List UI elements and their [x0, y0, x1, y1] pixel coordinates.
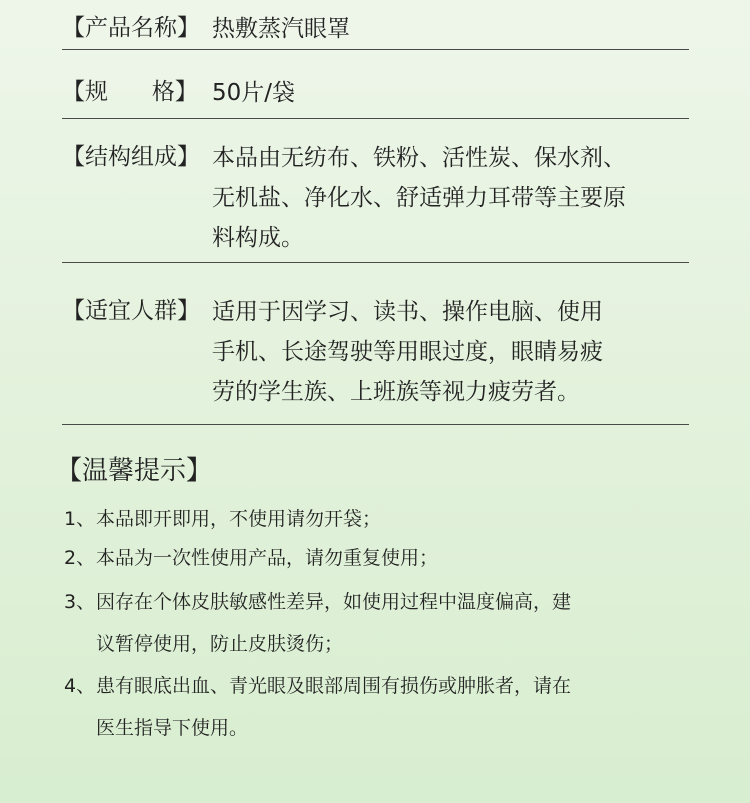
spec-value-line: 50片/袋 [212, 80, 296, 106]
spec-composition [62, 138, 682, 258]
tip-number: 1、 [64, 508, 96, 530]
spec-value-line: 适用于因学习、读书、操作电脑、使用 [212, 299, 603, 325]
divider [62, 118, 689, 119]
tip-item [64, 665, 684, 749]
tip-item [64, 581, 684, 665]
tip-item [64, 498, 684, 540]
tip-text: 本品即开即用，不使用请勿开袋； [96, 508, 382, 530]
tip-text: 议暂停使用，防止皮肤烫伤； [96, 633, 344, 655]
tip-text: 患有眼底出血、青光眼及眼部周围有损伤或肿胀者，请在 [96, 675, 572, 697]
spec-label: 【产品名称】 [62, 15, 200, 41]
spec-value-line: 劳的学生族、上班族等视力疲劳者。 [212, 379, 580, 405]
tip-item [64, 537, 684, 579]
tips-title: 【温馨提示】 [56, 456, 213, 486]
tip-number: 4、 [64, 675, 96, 697]
spec-value-line: 本品由无纺布、铁粉、活性炭、保水剂、 [212, 145, 626, 171]
spec-value [212, 292, 682, 412]
divider [62, 424, 689, 425]
tip-text: 医生指导下使用。 [96, 717, 249, 739]
spec-value [212, 9, 682, 49]
spec-value-line: 手机、长途驾驶等用眼过度，眼睛易疲 [212, 339, 603, 365]
tip-text: 因存在个体皮肤敏感性差异，如使用过程中温度偏高，建 [96, 591, 572, 613]
spec-label: 【规 格】 [62, 79, 198, 105]
divider [62, 49, 689, 50]
tip-number: 2、 [64, 547, 96, 569]
spec-target-users [62, 292, 682, 412]
spec-label: 【适宜人群】 [62, 298, 200, 324]
spec-value [212, 73, 682, 113]
spec-value-line: 料构成。 [212, 225, 304, 251]
spec-label: 【结构组成】 [62, 144, 200, 170]
tip-number: 3、 [64, 591, 96, 613]
spec-value [212, 138, 682, 258]
tip-text: 本品为一次性使用产品，请勿重复使用； [96, 547, 439, 569]
spec-value-line: 无机盐、净化水、舒适弹力耳带等主要原 [212, 185, 626, 211]
spec-size [62, 73, 682, 113]
divider [62, 262, 689, 263]
spec-product-name [62, 9, 682, 49]
spec-value-line: 热敷蒸汽眼罩 [212, 16, 350, 42]
